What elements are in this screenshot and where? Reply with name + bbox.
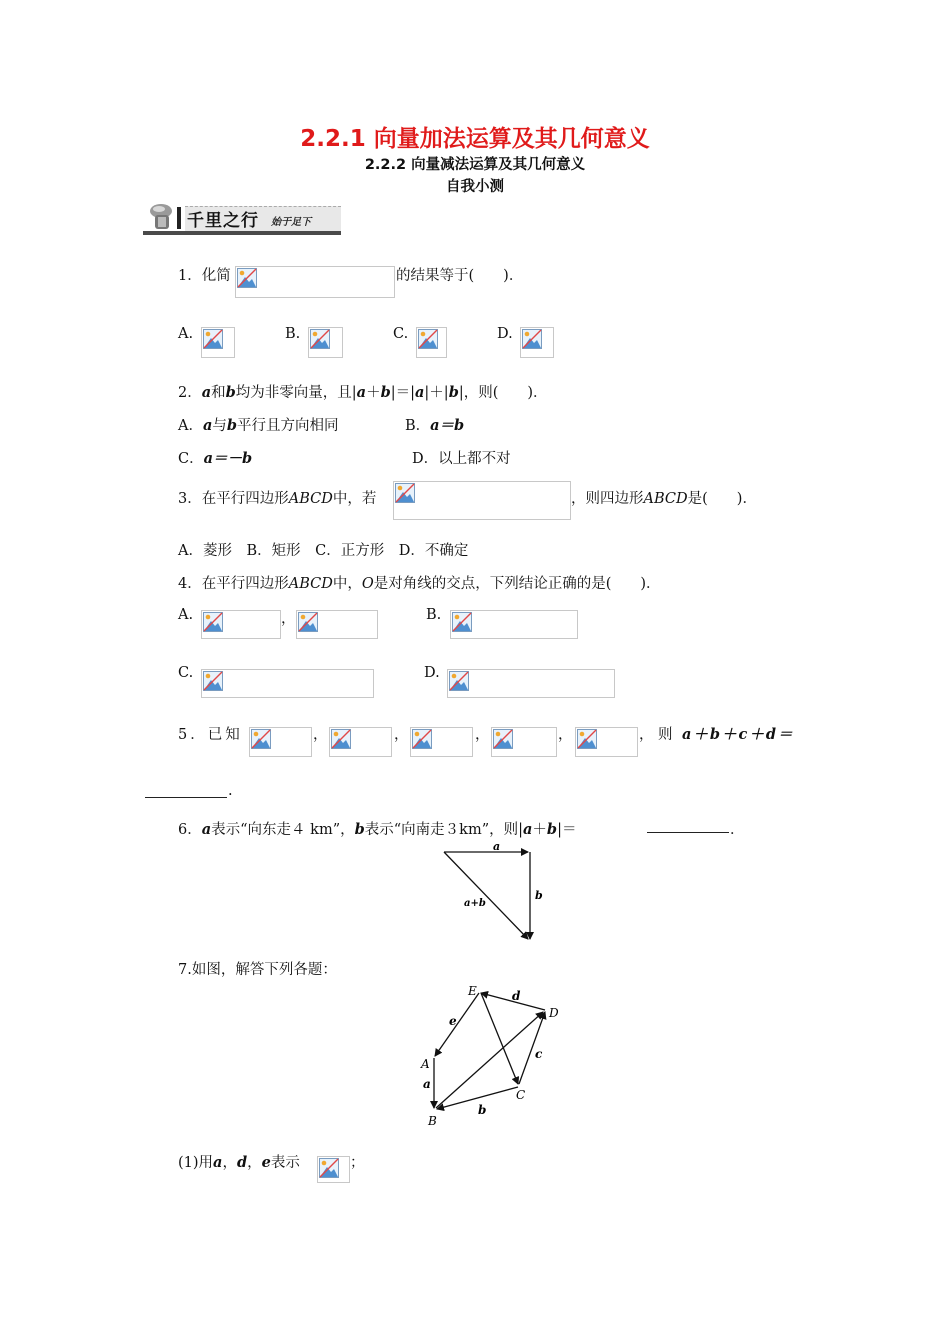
image-placeholder-icon bbox=[449, 671, 469, 691]
image-placeholder-icon bbox=[319, 1158, 339, 1178]
q4-option-a-comma: ， bbox=[281, 611, 296, 627]
banner-small-text: 始于足下 bbox=[271, 217, 311, 228]
image-placeholder-icon bbox=[331, 729, 351, 749]
q6-end: ． bbox=[730, 822, 745, 838]
q7-sub1-end: ； bbox=[350, 1155, 365, 1171]
q1-option-c-image bbox=[416, 327, 447, 358]
q7-sub1: (1)用a，d，e表示 bbox=[178, 1154, 300, 1171]
image-placeholder-icon bbox=[310, 329, 330, 349]
q4-option-b-label: B. bbox=[426, 607, 442, 623]
q2-option-b: B．a＝b bbox=[405, 417, 465, 434]
q5-answer-blank bbox=[145, 797, 227, 798]
vector-sum-figure bbox=[438, 842, 548, 946]
q7-sub1-vector-image bbox=[317, 1156, 350, 1183]
label-a: a bbox=[493, 842, 501, 853]
q2-option-a: A．a与b平行且方向相同 bbox=[178, 417, 339, 434]
q1-option-d-label: D. bbox=[497, 326, 513, 342]
vector-e-label: e bbox=[449, 1014, 457, 1028]
point-b-label: B bbox=[428, 1114, 437, 1128]
q1-number: 1．化简 bbox=[178, 268, 231, 284]
q5-vector-image-5 bbox=[575, 727, 638, 757]
vector-e-arrow bbox=[435, 993, 479, 1056]
vector-a-plus-b-arrow bbox=[444, 852, 528, 939]
q1-option-a-label: A. bbox=[178, 326, 194, 342]
q1-after: 的结果等于( )． bbox=[396, 268, 524, 284]
q5-expression: a＋b＋c＋d＝ bbox=[682, 726, 795, 743]
q4-option-c-label: C. bbox=[178, 665, 194, 681]
q1-option-a-image bbox=[201, 327, 235, 358]
point-a-label: A bbox=[421, 1057, 430, 1071]
q3-options: A．菱形 B．矩形 C．正方形 D．不确定 bbox=[178, 543, 469, 559]
q7-intro: 7.如图，解答下列各题： bbox=[178, 962, 337, 978]
q3-stem-end: ，则四边形ABCD是( )． bbox=[571, 491, 757, 507]
q4-option-a-label: A. bbox=[178, 607, 194, 623]
q6-stem: 6．a表示“向东走４ km”，b表示“向南走３km”，则|a＋b|＝ bbox=[178, 821, 577, 838]
q1-option-b-image bbox=[308, 327, 343, 358]
image-placeholder-icon bbox=[203, 671, 223, 691]
q2-stem: 2．a和b均为非零向量，且|a＋b|＝|a|＋|b|，则( )． bbox=[178, 384, 548, 401]
vector-a-label: a bbox=[423, 1077, 431, 1091]
q5-number: 5．已知 bbox=[178, 727, 243, 743]
q4-option-a-image-2 bbox=[296, 610, 378, 639]
q2-option-c: C．a＝－b bbox=[178, 450, 253, 467]
section-title: 自我小测 bbox=[446, 179, 504, 195]
document-subtitle: 2.2.2 向量减法运算及其几何意义 bbox=[364, 157, 586, 173]
image-placeholder-icon bbox=[237, 268, 257, 288]
q5-then: 则 bbox=[658, 727, 673, 743]
image-placeholder-icon bbox=[452, 612, 472, 632]
q4-stem: 4．在平行四边形ABCD中，O是对角线的交点，下列结论正确的是( )． bbox=[178, 576, 661, 592]
q1-option-b-label: B. bbox=[285, 326, 301, 342]
image-placeholder-icon bbox=[412, 729, 432, 749]
point-c-label: C bbox=[516, 1088, 526, 1102]
image-placeholder-icon bbox=[577, 729, 597, 749]
image-placeholder-icon bbox=[418, 329, 438, 349]
q5-vector-image-3 bbox=[410, 727, 473, 757]
label-b: b bbox=[535, 889, 543, 902]
vector-pentagon-figure bbox=[415, 980, 575, 1130]
point-d-label: D bbox=[549, 1006, 559, 1020]
image-placeholder-icon bbox=[395, 483, 415, 503]
q5-comma-5: ， bbox=[639, 727, 654, 743]
label-a-plus-b: a+b bbox=[464, 898, 486, 909]
q1-expression-image bbox=[235, 266, 395, 298]
q4-option-d-image bbox=[447, 669, 615, 698]
q6-answer-blank bbox=[647, 832, 729, 833]
q5-comma-3: ， bbox=[475, 727, 490, 743]
vector-b-label: b bbox=[478, 1103, 487, 1117]
q4-option-b-image bbox=[450, 610, 578, 639]
q5-end: . bbox=[228, 783, 233, 799]
q1-option-d-image bbox=[520, 327, 554, 358]
image-placeholder-icon bbox=[493, 729, 513, 749]
point-e-label: E bbox=[468, 984, 477, 998]
banner-main-text: 千里之行 bbox=[187, 211, 259, 231]
q5-comma-4: ， bbox=[558, 727, 573, 743]
image-placeholder-icon bbox=[298, 612, 318, 632]
diagonal-e-c-arrow bbox=[481, 993, 518, 1084]
image-placeholder-icon bbox=[522, 329, 542, 349]
q5-comma-2: ， bbox=[394, 727, 409, 743]
q4-option-a-image-1 bbox=[201, 610, 281, 639]
vector-d-label: d bbox=[512, 989, 521, 1003]
q2-option-d: D．以上都不对 bbox=[412, 451, 511, 467]
image-placeholder-icon bbox=[203, 329, 223, 349]
q3-condition-image bbox=[393, 481, 571, 520]
q5-vector-image-4 bbox=[491, 727, 557, 757]
q4-option-c-image bbox=[201, 669, 374, 698]
image-placeholder-icon bbox=[251, 729, 271, 749]
vector-c-label: c bbox=[535, 1047, 543, 1061]
q4-option-d-label: D. bbox=[424, 665, 440, 681]
image-placeholder-icon bbox=[203, 612, 223, 632]
q1-option-c-label: C. bbox=[393, 326, 409, 342]
mascot-icon bbox=[145, 201, 179, 233]
document-title: 2.2.1 向量加法运算及其几何意义 bbox=[300, 126, 650, 152]
q5-vector-image-2 bbox=[329, 727, 392, 757]
q5-vector-image-1 bbox=[249, 727, 312, 757]
q5-comma-1: ， bbox=[313, 727, 328, 743]
section-banner bbox=[143, 201, 343, 235]
q3-stem-start: 3．在平行四边形ABCD中，若 bbox=[178, 491, 377, 507]
